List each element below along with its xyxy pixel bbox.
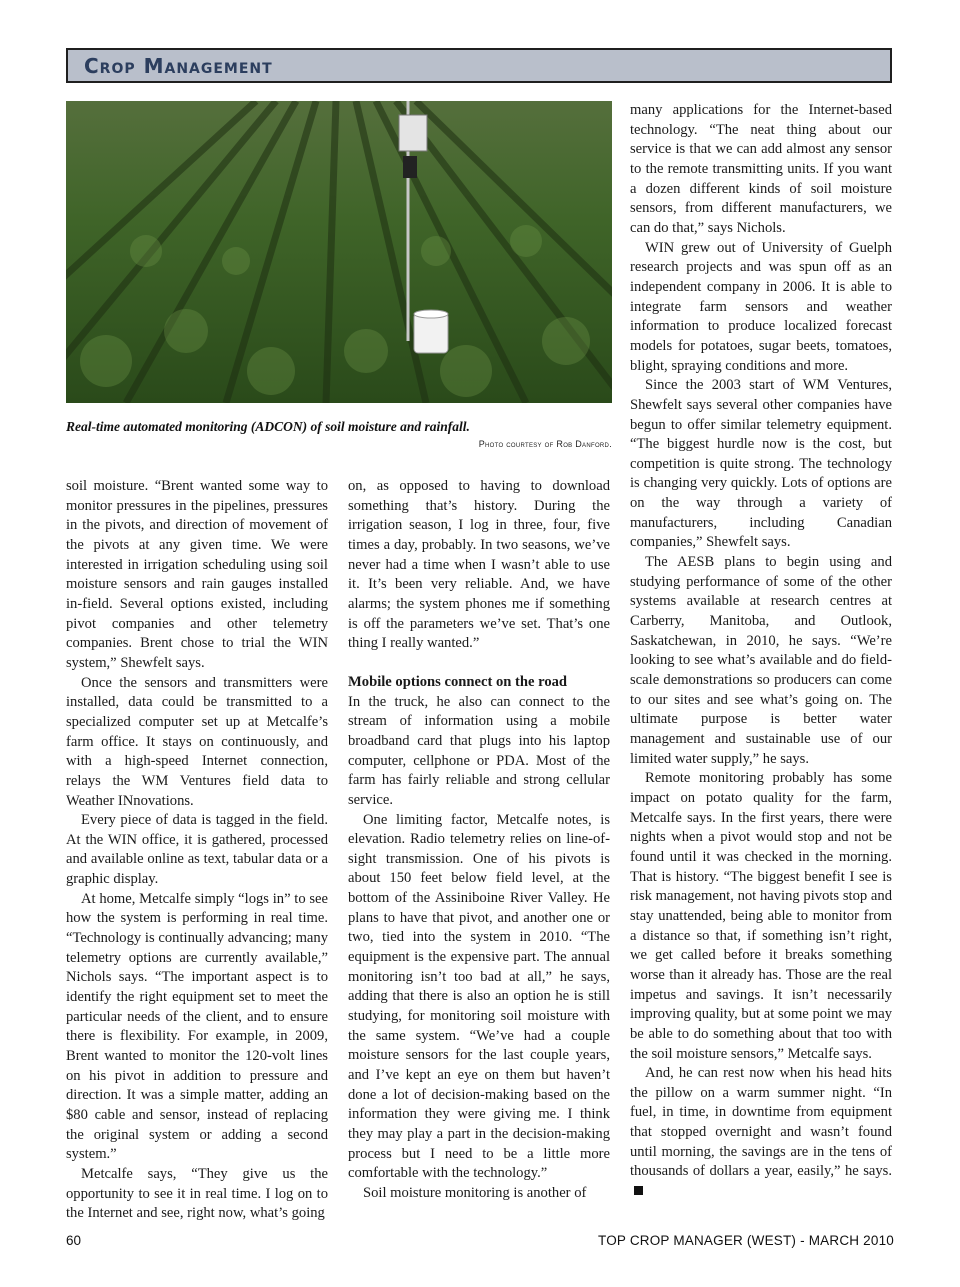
article-column-2 [348,477,610,1204]
end-of-article-icon [634,1186,643,1195]
figure-caption: Real-time automated monitoring (ADCON) of soil moisture and rainfall. [66,419,470,434]
section-banner [66,48,892,83]
paragraph: WIN grew out of University of Guelph research projects and was spun off as an independent company in 2006. It is able to integrate farm sensors and weather information to produce localized forecast models for potatoes, sugar beets, tomatoes, blight, spraying conditions and more. [630,239,892,374]
field-photo [66,101,612,403]
paragraph: Soil moisture monitoring is another of [363,1184,587,1201]
article-column-3 [630,101,892,1202]
article-column-1 [66,477,328,1224]
photo-credit: Photo courtesy of Rob Danford. [478,439,612,449]
paragraph: Metcalfe says, “They give us the opportunity to see it in real time. I log on to the Internet and see, right now, what’s going [66,1165,328,1222]
paragraph: At home, Metcalfe simply “logs in” to see how the system is performing in real time. “Technology is continually advancing; many telemetry options are currently available,” Nichols says. “The important aspect is to identify the right equipment set to meet the particular needs of the client, and to ensure there is flexibility. For example, in 2009, Brent wanted to monitor the 120-volt lines on his pivot in addition to pressure and direction. It was a simple matter, adding an $80 cable and sensor, instead of replacing the original system or adding a second system.” [66,890,328,1163]
paragraph: many applications for the Internet-based technology. “The neat thing about our service is that we can add almost any sensor to the remote transmitting units. If you want a dozen different kinds of soil moisture sensors, from different manufacturers, we can do that,” says Nichols. [630,102,892,236]
paragraph-final [630,1064,892,1202]
paragraph: In the truck, he also can connect to the stream of information using a mobile broadband card that plugs into his laptop computer, cellphone or PDA. Most of the farm has fairly reliable and strong cellular service. [348,693,610,808]
subheading: Mobile options connect on the road [348,673,568,690]
publication-footer: TOP CROP MANAGER (WEST) - MARCH 2010 [598,1233,894,1248]
paragraph: Remote monitoring probably has some impact on potato quality for the farm, Metcalfe says. In the first years, there were nights when a pivot would stop and not be found until it was checked in the morning. That is history. “The biggest benefit I see is risk management, not having pivots stop and stay unattended, being able to monitor from a distance so that, if something isn’t right, we get called before it breaks something worse than it already has. Those are the real impetus and savings. It isn’t necessarily improving quality, but at some point we may be able to do something about that too with the soil moisture sensors,” Metcalfe says. [630,770,892,1062]
paragraph: Every piece of data is tagged in the field. At the WIN office, it is gathered, processed and available online as text, tabular data or a graphic display. [66,812,328,888]
page-number: 60 [66,1233,82,1248]
paragraph: One limiting factor, Metcalfe notes, is elevation. Radio telemetry relies on line-of-sight transmission. One of his pivots is about 150 feet below field level, at the bottom of the Assiniboine River Valley. He plans to have that pivot, and another one or two, tied into the system in 2010. “The equipment is the expensive part. The annual monitoring isn’t too bad at all,” he says, adding that there is also an option he is still studying, for monitoring soil moisture with the same system. “We’ve had a couple moisture sensors for the last couple years, and I’ve kept an eye on them but haven’t done a lot of decision-making based on the information they were giving me. I think they may play a part in the decision-making process but I need to be a little more comfortable with the technology.” [348,811,610,1182]
paragraph: Since the 2003 start of WM Ventures, Shewfelt says several other companies have begun to offer similar telemetry equipment. “The biggest hurdle now is the cost, but competition is quite strong. The technology is changing very quickly. Lots of options are on the way through a variety of manufacturers, including Canadian companies,” Shewfelt says. [630,377,892,551]
paragraph: Once the sensors and transmitters were installed, data could be transmitted to a specialized computer set up at Metcalfe’s farm office. It stays on continuously, and with a high-speed Internet connection, relays the WM Ventures field data to Weather INnovations. [66,674,328,809]
paragraph: on, as opposed to having to download something that’s history. During the irrigation season, I log in three, four, five times a day, probably. In two seasons, we’ve never had a time when I wasn’t able to use it. It’s been very reliable. And, we have alarms; the system phones me if something is off the parameters we’ve set. That’s one thing I really wanted.” [348,478,610,652]
paragraph: soil moisture. “Brent wanted some way to monitor pressures in the pipelines, pressures in the pivots, and direction of movement of the pivots at any given time. We were interested in irrigation scheduling using soil moisture sensors and rain gauges installed in-field. Several options existed, including pivot companies and other telemetry companies. Brent chose to trial the WIN system,” Shewfelt says. [66,478,328,671]
potato-field-image [66,101,612,403]
paragraph-text: And, he can rest now when his head hits the pillow on a warm summer night. “In fuel, in time, in downtime from equipment that stopped overnight and wasn’t found until morning, the savings are in the tens of thousands of dollars a year, easily,” he says. [630,1065,892,1180]
section-title: Crop Management [84,54,273,78]
paragraph: The AESB plans to begin using and studying performance of some of the other systems available at research centres at Carberry, Manitoba, and Outlook, Saskatchewan, in 2010, he says. “We’re looking to see what’s available and do field-scale demonstrations so producers can come to our sites and see what’s going on. The ultimate purpose is better water management and sustainable use of our limited water supply,” he says. [630,554,892,767]
